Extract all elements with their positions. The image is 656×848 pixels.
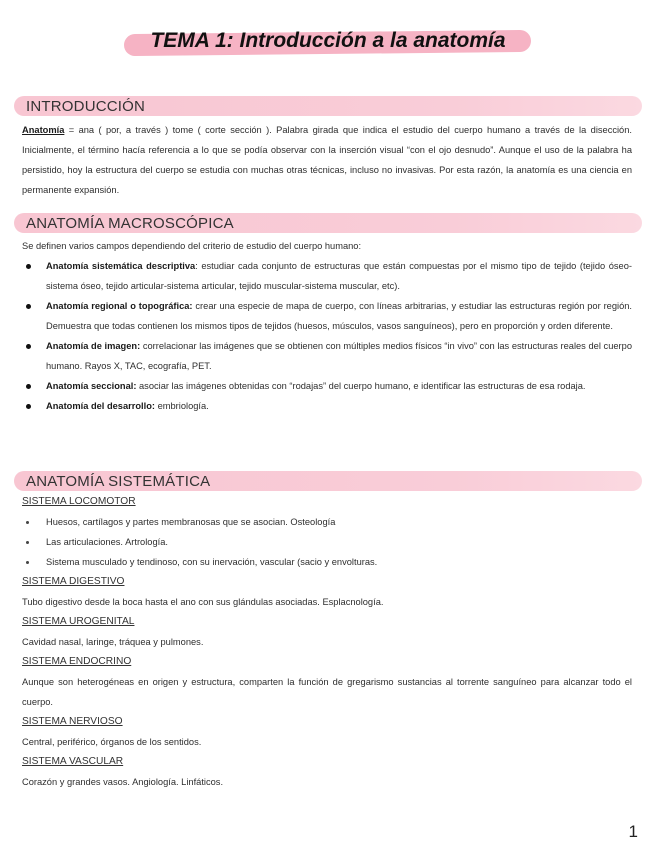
locomotor-list <box>22 512 632 572</box>
list-item-text: correlacionar las imágenes que se obtienen con múltiples medios físicos “in vivo” con las estructuras reales del cuerpo humano. Rayos X, TAC, ecografía, PET. <box>46 341 632 371</box>
subsection-title-endocrino: SISTEMA ENDOCRINO <box>22 656 132 667</box>
list-item-text: crear una especie de mapa de cuerpo, con líneas arbitrarias, y estudiar las estructuras región por región. Demuestra que todas contienen los mismos tipos de tejidos (huesos, músculos, vasos sanguíneos), pero en proporción y orden diferente. <box>46 301 632 331</box>
list-item <box>22 296 632 336</box>
endocrino-text: Aunque son heterogéneas en origen y estructura, comparten la función de gregarismo sustancias al torrente sanguíneo para alcanzar todo el cuerpo. <box>22 677 632 707</box>
list-item-text: embriología. <box>155 401 209 411</box>
list-item <box>22 256 632 296</box>
intro-term: Anatomía <box>22 125 65 135</box>
list-item-term: Anatomía del desarrollo: <box>46 401 156 411</box>
page-title: TEMA 1: Introducción a la anatomía <box>120 26 535 56</box>
list-item: Sistema musculado y tendinoso, con su inervación, vascular (sacio y envolturas. <box>22 552 632 572</box>
intro-paragraph <box>22 120 632 200</box>
nervioso-text: Central, periférico, órganos de los sentidos. <box>22 737 202 747</box>
list-item: Huesos, cartílagos y partes membranosas que se asocian. Osteología <box>22 512 632 532</box>
vascular-text: Corazón y grandes vasos. Angiología. Linfáticos. <box>22 777 224 787</box>
list-item <box>22 376 632 396</box>
list-item-term: Anatomía seccional: <box>46 381 137 391</box>
section-heading-introduccion <box>14 96 642 116</box>
list-item-term: Anatomía sistemática descriptiva <box>46 261 196 271</box>
macro-content <box>22 236 632 416</box>
title-block <box>0 26 656 56</box>
section-heading-label: ANATOMÍA MACROSCÓPICA <box>26 215 234 232</box>
subsection-title-urogenital: SISTEMA UROGENITAL <box>22 616 135 627</box>
list-item: Las articulaciones. Artrología. <box>22 532 632 552</box>
list-item <box>22 336 632 376</box>
subsection-title-digestivo: SISTEMA DIGESTIVO <box>22 576 125 587</box>
digestivo-text: Tubo digestivo desde la boca hasta el ano con sus glándulas asociadas. Esplacnología. <box>22 597 384 607</box>
page-number: 1 <box>628 822 638 841</box>
section-heading-label: ANATOMÍA SISTEMÁTICA <box>26 473 211 490</box>
section-heading-macroscopica <box>14 213 642 233</box>
macro-list <box>22 256 632 416</box>
sistematica-content <box>22 492 632 792</box>
section-heading-sistematica <box>14 471 642 491</box>
subsection-title-vascular: SISTEMA VASCULAR <box>22 756 124 767</box>
section-heading-label: INTRODUCCIÓN <box>26 98 146 115</box>
intro-text: = ana ( por, a través ) tome ( corte sección ). Palabra girada que indica el estudio del cuerpo humano a través de la disección. Inicialmente, el término hacía referencia a lo que se podía observar con la inserción visual “con el ojo desnudo”. Aunque el uso de la palabra ha persistido, hoy la estructura del cuerpo se estudia con muchas otras técnicas, incluso no invasivas. Por esta razón, la anatomía es una ciencia en permanente expansión. <box>22 125 632 195</box>
subsection-title-nervioso: SISTEMA NERVIOSO <box>22 716 123 727</box>
list-item <box>22 396 632 416</box>
subsection-title-locomotor: SISTEMA LOCOMOTOR <box>22 496 136 507</box>
list-item-text: asociar las imágenes obtenidas con “rodajas” del cuerpo humano, e identificar las estructuras de esa rodaja. <box>136 381 586 391</box>
list-item-term: Anatomía regional o topográfica: <box>46 301 193 311</box>
list-item-term: Anatomía de imagen: <box>46 341 141 351</box>
list-item-text: : estudiar cada conjunto de estructuras que están compuestas por el mismo tipo de tejido (tejido óseo-sistema óseo, tejido articular-sistema articular, tejido muscular-sistema muscular, etc). <box>46 261 632 291</box>
macro-intro: Se definen varios campos dependiendo del criterio de estudio del cuerpo humano: <box>22 241 362 251</box>
urogenital-text: Cavidad nasal, laringe, tráquea y pulmones. <box>22 637 204 647</box>
